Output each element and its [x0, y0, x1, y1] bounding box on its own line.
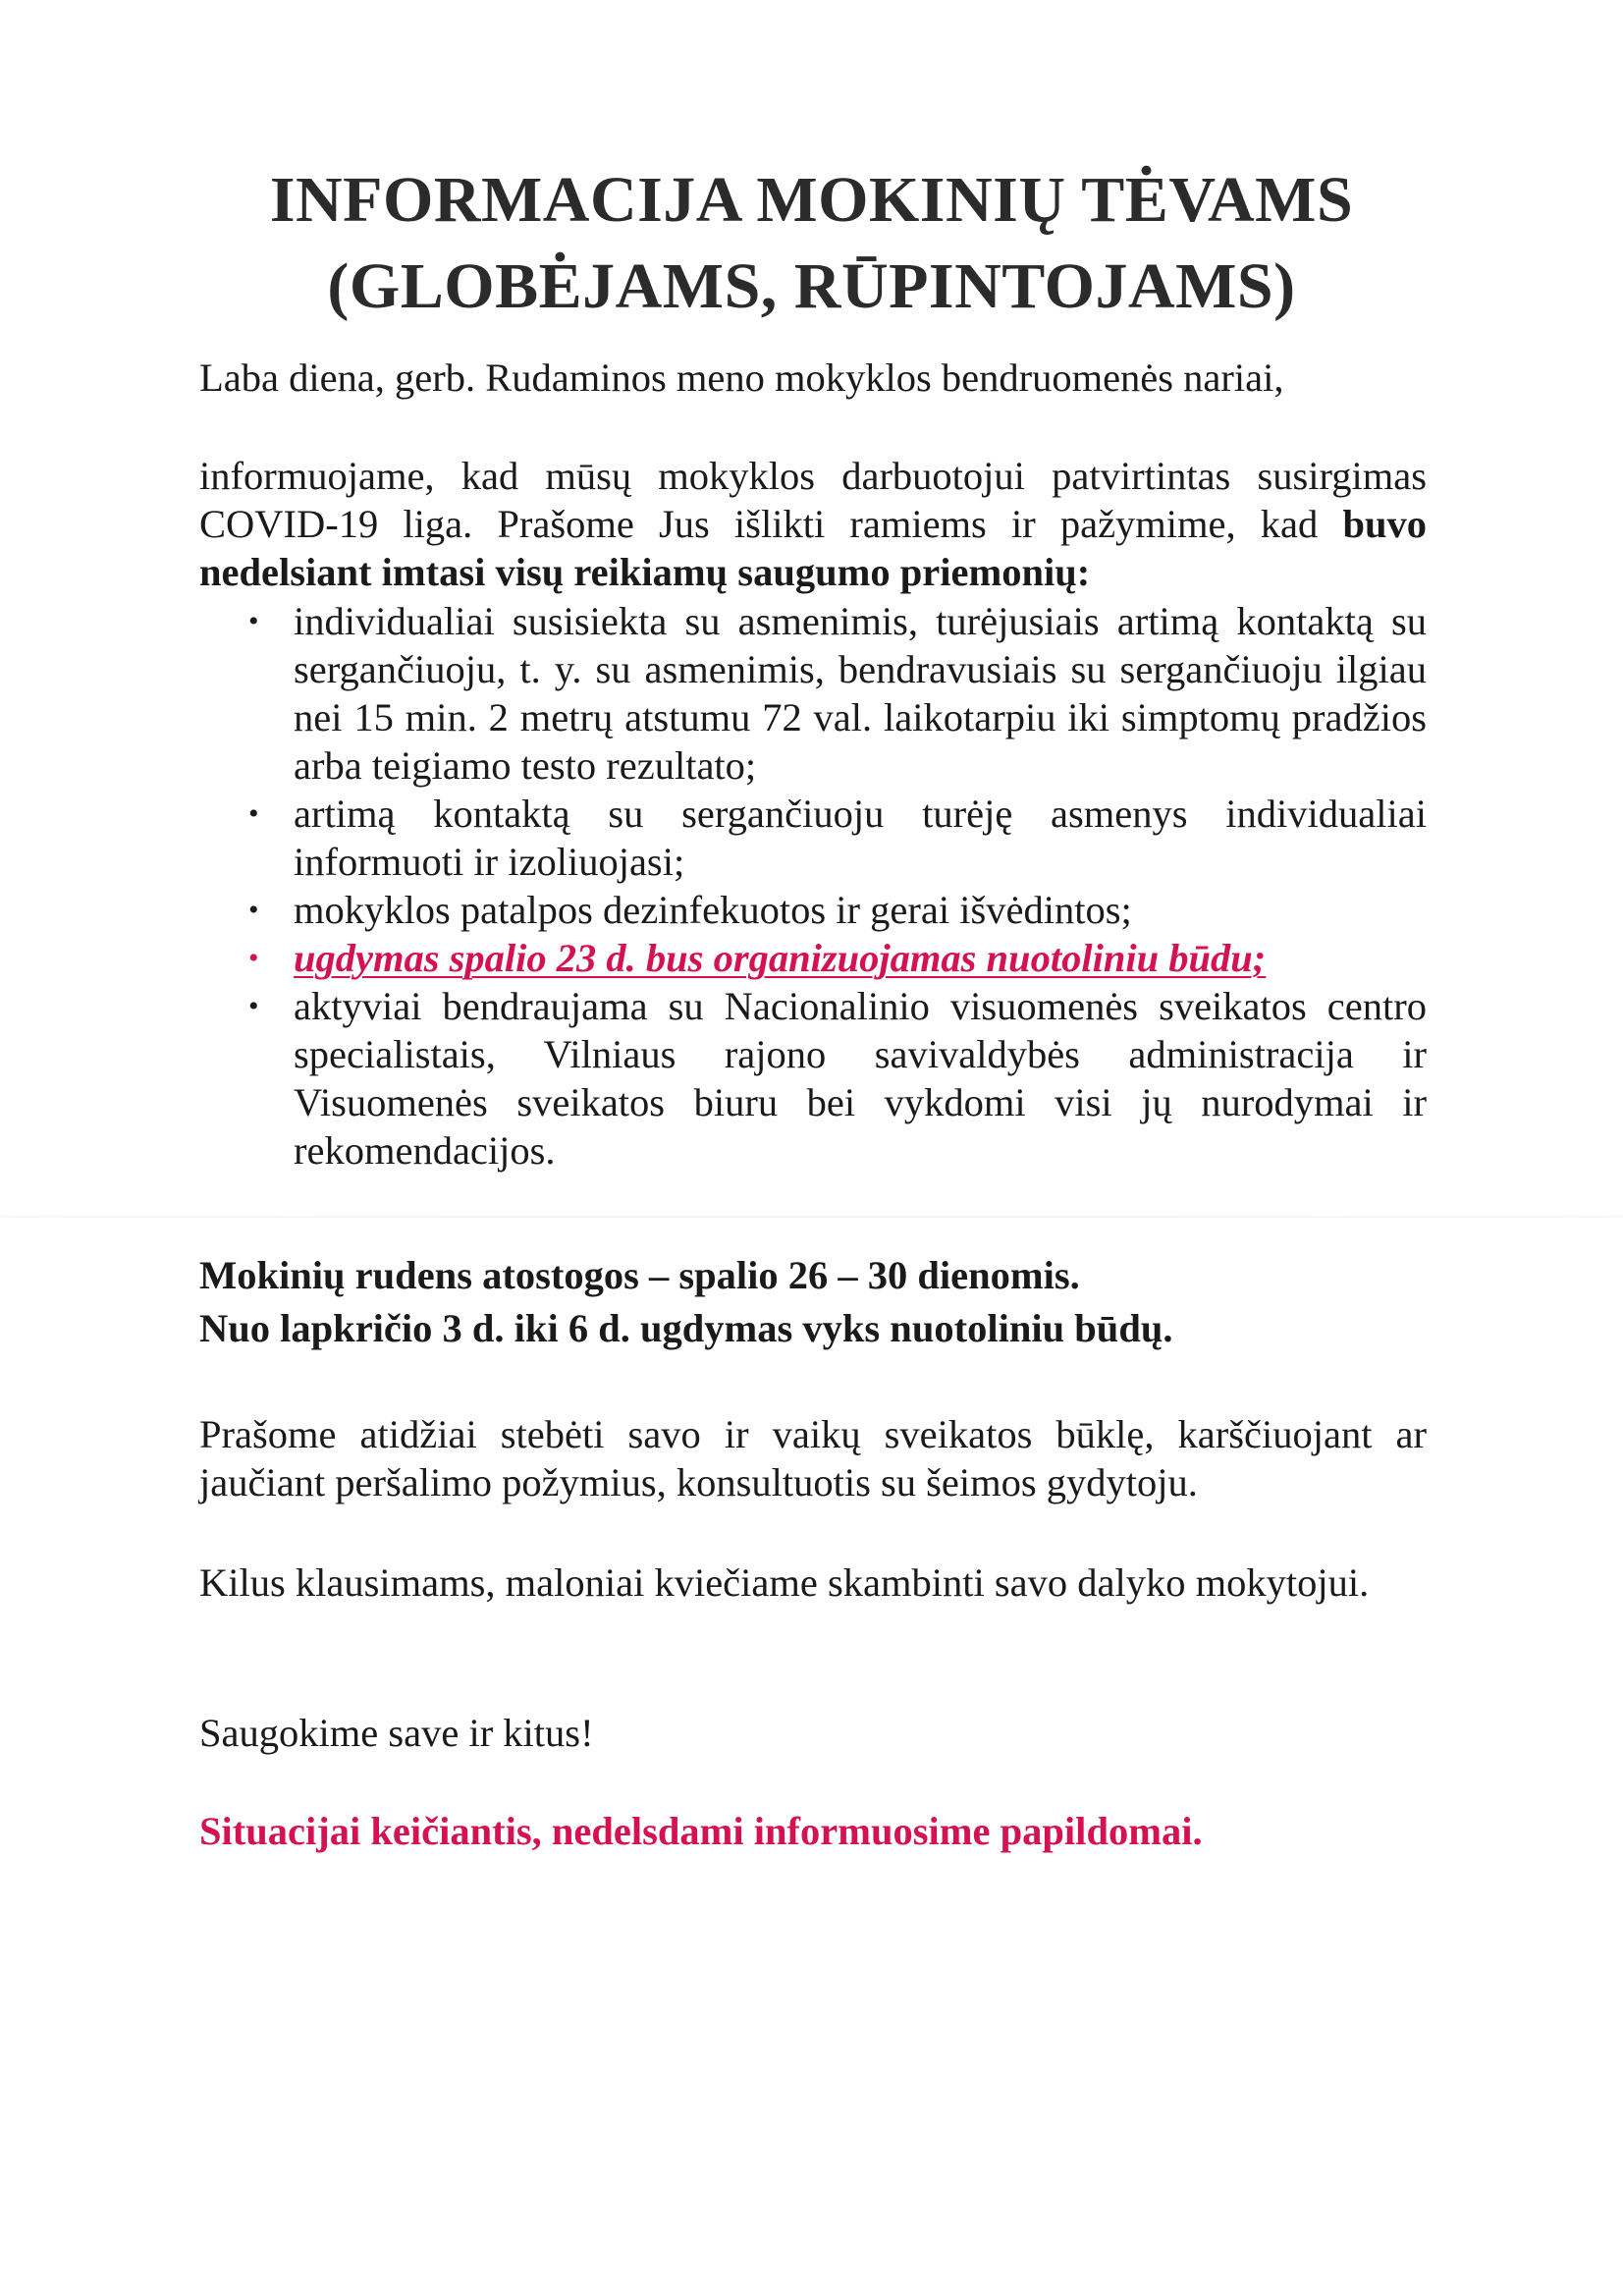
measures-list [199, 597, 1427, 1175]
bullet-icon: • [248, 797, 259, 830]
scan-fold-line [0, 1216, 1623, 1218]
bullet-icon: • [248, 942, 259, 974]
care-paragraph: Saugokime save ir kitus! [199, 1711, 594, 1755]
bullet-icon: • [248, 894, 259, 926]
list-item [199, 597, 1427, 790]
list-item [199, 790, 1427, 886]
highlighted-notice: ugdymas spalio 23 d. bus organizuojamas nuotoliniu būdu; [294, 936, 1267, 980]
closing-notice: Situacijai keičiantis, nedelsdami informuosime papildomai. [199, 1809, 1203, 1853]
intro-text: informuojame, kad mūsų mokyklos darbuotojui patvirtintas susirgimas COVID-19 liga. Prašome Jus išlikti ramiems ir pažymime, kad [199, 454, 1427, 546]
questions-paragraph: Kilus klausimams, maloniai kviečiame skambinti savo dalyko mokytojui. [199, 1560, 1370, 1605]
list-item-text: individualiai susisiekta su asmenimis, turėjusiais artimą kontaktą su sergančiuoju, t. y. su asmenimis, bendravusiais su sergančiuoju ilgiau nei 15 min. 2 metrų atstumu 72 val. laikotarpiu iki simptomų pradžios arba teigiamo testo rezultato; [294, 599, 1427, 788]
holiday-line: Mokinių rudens atostogos – spalio 26 – 30 dienomis. [199, 1253, 1080, 1297]
document-title [157, 157, 1466, 330]
intro-paragraph [199, 452, 1427, 596]
list-item-text: mokyklos patalpos dezinfekuotos ir gerai išvėdintos; [294, 888, 1132, 932]
list-item [199, 982, 1427, 1175]
bullet-icon: • [248, 605, 259, 637]
holiday-info [199, 1249, 1427, 1355]
intro-bold: buvo nedelsiant imtasi visų reikiamų saugumo priemonių: [199, 502, 1427, 594]
list-item [199, 886, 1427, 934]
bullet-icon: • [248, 990, 259, 1022]
list-item-text: aktyviai bendraujama su Nacionalinio visuomenės sveikatos centro specialistais, Vilniaus rajono savivaldybės administracija ir Visuomenės sveikatos biuru bei vykdomi visi jų nurodymai ir rekomendacijos. [294, 984, 1427, 1173]
title-line-1: INFORMACIJA MOKINIŲ TĖVAMS [269, 164, 1354, 236]
title-line-2: (GLOBĖJAMS, RŪPINTOJAMS) [327, 250, 1296, 322]
health-paragraph: Prašome atidžiai stebėti savo ir vaikų sveikatos būklę, karščiuojant ar jaučiant peršalimo požymius, konsultuotis su šeimos gydytoju. [199, 1412, 1427, 1504]
list-item-highlighted [199, 934, 1427, 982]
remote-learning-line: Nuo lapkričio 3 d. iki 6 d. ugdymas vyks nuotoliniu būdų. [199, 1306, 1173, 1350]
greeting: Laba diena, gerb. Rudaminos meno mokyklos bendruomenės nariai, [199, 355, 1284, 400]
list-item-text: artimą kontaktą su sergančiuoju turėję asmenys individualiai informuoti ir izoliuojasi; [294, 792, 1427, 884]
